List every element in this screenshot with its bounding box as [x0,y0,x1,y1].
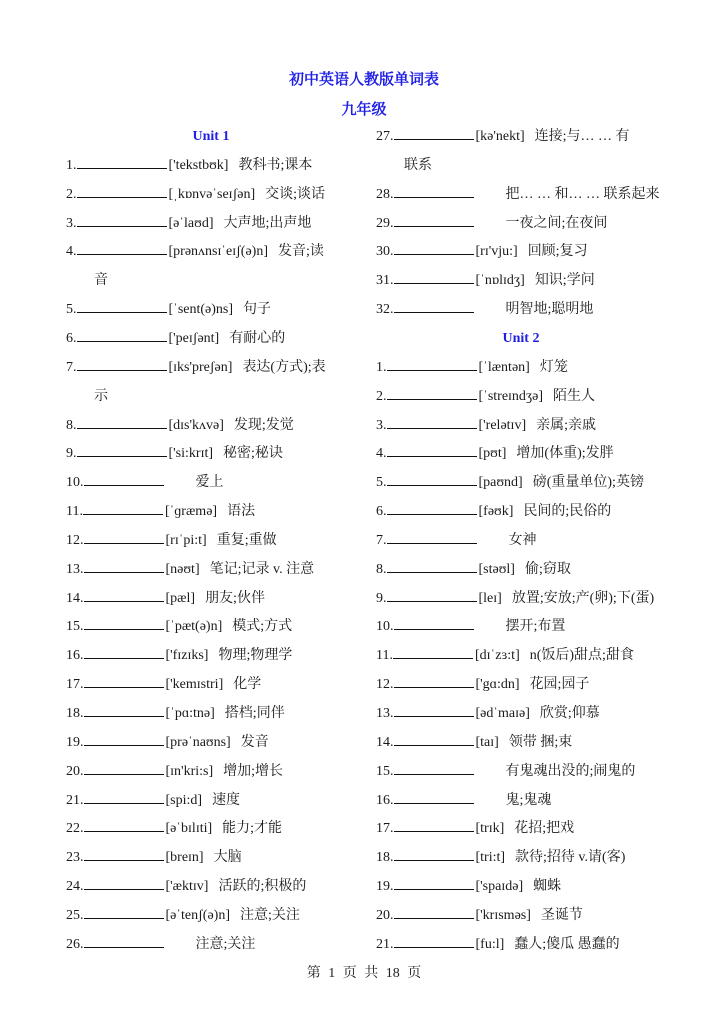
answer-blank[interactable] [393,642,473,659]
phonetic: [ədˈmaɪə] [475,706,530,721]
answer-blank[interactable] [77,412,167,429]
meaning: 磅(重量单位);英镑 [532,475,644,491]
answer-blank[interactable] [387,527,477,544]
meaning: 增加;增长 [223,763,284,779]
answer-blank[interactable] [394,758,474,775]
entry-number: 9. [66,446,77,462]
entry-number: 21. [66,792,84,808]
vocab-entry [376,786,551,815]
answer-blank[interactable] [394,267,474,284]
meaning: 把… … 和… … 联系起来 [505,186,660,202]
entry-number: 6. [66,330,77,346]
entry-number: 21. [376,936,394,952]
answer-blank[interactable] [84,729,164,746]
vocab-entry [376,641,634,670]
answer-blank[interactable] [77,181,167,198]
answer-blank[interactable] [84,613,164,630]
meaning: 朋友;伙伴 [205,590,265,606]
meaning: 速度 [212,792,241,808]
vocab-entry [66,151,312,180]
vocab-entry [376,872,561,901]
entry-number: 29. [376,215,394,231]
answer-blank[interactable] [84,469,164,486]
entry-number: 17. [376,821,394,837]
vocab-entry [66,237,324,266]
answer-blank[interactable] [387,440,477,457]
meaning: 活跃的;积极的 [218,879,307,895]
vocab-entry [376,728,572,757]
meaning: 花招;把戏 [514,821,575,837]
entry-number: 32. [376,302,394,318]
phonetic: ['si:krɪt] [168,446,214,462]
phonetic: ['relətɪv] [478,417,527,433]
meaning: 欣赏;仰慕 [539,706,600,721]
answer-blank[interactable] [394,815,474,832]
phonetic: [dɪs'kʌvə] [168,417,224,433]
entry-number: 31. [376,273,394,289]
phonetic: [pʊt] [478,446,507,462]
answer-blank[interactable] [394,296,474,313]
meaning: 重复;重做 [216,532,277,548]
entry-number: 7. [66,359,77,375]
phonetic: [ˈɡræmə] [164,504,218,520]
answer-blank[interactable] [84,556,164,573]
meaning: 句子 [243,302,272,318]
entry-number: 8. [376,561,387,577]
vocab-entry [376,439,614,468]
answer-blank[interactable] [84,931,164,948]
page-title: 初中英语人教版单词表 [288,72,439,88]
answer-blank[interactable] [394,844,474,861]
meaning: 鬼;鬼魂 [505,792,552,808]
vocab-entry [376,843,625,872]
vocab-entry [66,180,325,209]
phonetic: [əˈtenʃ(ə)n] [165,907,231,923]
meaning: 款待;招待 v.请(客) [515,850,626,866]
vocab-entry [66,901,300,930]
answer-blank[interactable] [387,412,477,429]
meaning: 增加(体重);发胖 [516,446,614,462]
vocab-entry [376,382,595,411]
meaning: 爱上 [195,475,224,491]
vocab-entry [66,930,255,959]
meaning-continuation: 联系 [404,157,432,173]
phonetic: [ˈstreɪndʒə] [478,388,544,404]
vocab-entry [66,555,314,584]
vocab-entry [376,814,574,843]
page-subtitle: 九年级 [341,102,387,118]
vocab-entry [376,670,589,699]
unit-heading: Unit 2 [502,330,540,346]
meaning: 亲属;亲戚 [536,417,596,433]
phonetic: [fəʊk] [478,504,514,520]
vocab-entry [376,699,600,728]
meaning: 物理;物理学 [218,648,293,664]
meaning: 知识;学问 [534,273,595,289]
phonetic: [ˈlæntən] [478,359,530,375]
answer-blank[interactable] [394,238,474,255]
entry-number: 3. [376,417,387,433]
answer-blank[interactable] [84,873,164,890]
vocab-entry [376,180,660,209]
vocab-entry [66,411,294,440]
entry-number: 1. [376,359,387,375]
phonetic: [tri:t] [475,850,506,866]
vocab-entry [66,497,255,526]
phonetic: [leɪ] [478,590,502,606]
entry-number: 24. [66,879,84,895]
answer-blank[interactable] [77,325,167,342]
vocab-entry [66,670,261,699]
entry-number: 16. [66,648,84,664]
vocab-entry [66,526,277,555]
entry-number: 18. [66,706,84,721]
entry-number: 1. [66,157,77,173]
entry-number: 2. [66,186,77,202]
answer-blank[interactable] [84,700,164,717]
meaning: 交谈;谈话 [265,186,326,202]
meaning: 偷;窃取 [524,561,571,577]
vocab-entry [66,641,292,670]
entry-number: 6. [376,504,387,520]
phonetic: [ˈnɒlɪdʒ] [475,273,525,289]
phonetic: ['kemɪstri] [165,677,224,693]
vocab-entry [66,324,285,353]
meaning: 有鬼魂出没的;闹鬼的 [505,763,636,779]
entry-number: 13. [66,561,84,577]
vocab-entry [376,353,568,382]
answer-blank[interactable] [77,354,167,371]
meaning: 大脑 [213,850,242,866]
answer-blank[interactable] [387,383,477,400]
answer-blank[interactable] [394,931,474,948]
answer-blank[interactable] [84,527,164,544]
vocab-entry [66,209,311,238]
meaning: 化学 [233,677,262,693]
unit-heading: Unit 1 [192,129,230,144]
entry-number: 25. [66,907,84,923]
phonetic: [ɪks'preʃən] [168,359,233,375]
vocab-entry [376,237,588,266]
entry-number: 11. [66,504,83,520]
phonetic: [prəˈnaʊns] [165,734,231,750]
phonetic: ['spaɪdə] [475,879,524,895]
phonetic: [ˌkɒnvəˈseɪʃən] [168,186,256,202]
meaning: 蠢人;傻瓜 愚蠢的 [514,936,620,952]
answer-blank[interactable] [84,585,164,602]
entry-number: 27. [376,129,394,144]
entry-number: 20. [66,763,84,779]
meaning: 回顾;复习 [527,244,588,260]
vocab-entry [66,439,283,468]
meaning: 蜘蛛 [533,879,562,895]
answer-blank[interactable] [83,498,163,515]
meaning: 搭档;同伴 [224,706,285,721]
page-footer: 第 1 页 共 18 页 [306,966,422,981]
answer-blank[interactable] [77,238,167,255]
meaning: 能力;才能 [222,821,283,837]
meaning-continuation: 示 [94,388,108,404]
meaning: 放置;安放;产(卵);下(蛋) [511,590,655,606]
phonetic: ['peɪʃənt] [168,330,220,346]
entry-number: 11. [376,648,393,664]
phonetic: [rɪ'vju:] [475,244,518,260]
entry-number: 23. [66,850,84,866]
meaning: 模式;方式 [232,619,293,635]
answer-blank[interactable] [77,440,167,457]
entry-number: 2. [376,388,387,404]
answer-blank[interactable] [387,585,477,602]
vocab-entry [376,901,583,930]
phonetic: [fu:l] [475,936,505,952]
answer-blank[interactable] [84,787,164,804]
vocab-entry [66,612,292,641]
vocab-entry [66,872,306,901]
phonetic: [dɪˈzɜ:t] [474,648,520,664]
vocab-entry [376,266,595,295]
phonetic: ['æktɪv] [165,879,209,895]
vocab-entry [376,295,593,324]
phonetic: ['tekstbʊk] [168,157,229,173]
meaning-continuation: 音 [94,273,108,289]
entry-number: 12. [376,677,394,693]
meaning: 有耐心的 [229,330,286,346]
answer-blank[interactable] [394,700,474,717]
answer-blank[interactable] [84,844,164,861]
answer-blank[interactable] [394,873,474,890]
answer-blank[interactable] [387,469,477,486]
answer-blank[interactable] [84,902,164,919]
phonetic: ['gɑ:dn] [475,677,520,693]
entry-number: 15. [66,619,84,635]
entry-number: 19. [66,734,84,750]
vocab-entry [376,497,611,526]
meaning: 表达(方式);表 [242,359,326,375]
vocab-entry [66,584,265,613]
answer-blank[interactable] [77,296,167,313]
meaning: 发现;发觉 [233,417,294,433]
meaning: 女神 [508,532,537,548]
entry-number: 5. [66,302,77,318]
entry-number: 3. [66,215,77,231]
phonetic: [ˈsent(ə)ns] [168,302,234,318]
answer-blank[interactable] [394,613,474,630]
phonetic: [kə'nekt] [475,129,525,144]
entry-number: 16. [376,792,394,808]
vocab-entry [66,757,283,786]
answer-blank[interactable] [394,787,474,804]
answer-blank[interactable] [77,152,167,169]
meaning: 教科书;课本 [238,157,313,173]
vocab-entry [66,699,285,728]
phonetic: [trɪk] [475,821,505,837]
answer-blank[interactable] [84,815,164,832]
meaning: 陌生人 [553,388,596,404]
vocab-entry [376,757,635,786]
entry-number: 14. [376,734,394,750]
vocab-entry [376,526,537,555]
entry-number: 10. [376,619,394,635]
entry-number: 18. [376,850,394,866]
answer-blank[interactable] [394,729,474,746]
meaning: 笔记;记录 v. 注意 [209,561,315,577]
vocab-entry [376,930,620,959]
phonetic: [pæl] [165,590,196,606]
entry-number: 12. [66,532,84,548]
phonetic: [stəʊl] [478,561,515,577]
phonetic: [nəʊt] [165,561,200,577]
phonetic: [əˈbɪlɪti] [165,821,213,837]
answer-blank[interactable] [387,556,477,573]
meaning: n(饭后)甜点;甜食 [529,648,634,664]
entry-number: 15. [376,763,394,779]
vocab-entry [376,209,607,238]
meaning: 圣诞节 [540,907,583,923]
entry-number: 26. [66,936,84,952]
phonetic: [ɪn'kri:s] [165,763,214,779]
meaning: 民间的;民俗的 [523,504,612,520]
answer-blank[interactable] [394,210,474,227]
meaning: 秘密;秘诀 [223,446,283,462]
entry-number: 30. [376,244,394,260]
vocab-entry [66,814,282,843]
vocab-entry [66,468,224,497]
meaning: 灯笼 [539,359,568,375]
phonetic: ['krɪsməs] [475,907,531,923]
vocab-entry [66,843,242,872]
phonetic: [əˈlaʊd] [168,215,214,231]
vocab-entry [376,584,654,613]
entry-number: 20. [376,907,394,923]
entry-number: 10. [66,475,84,491]
vocab-entry [376,122,630,151]
meaning: 发音 [240,734,269,750]
meaning: 花园;园子 [529,677,590,693]
entry-number: 9. [376,590,387,606]
answer-blank[interactable] [77,210,167,227]
phonetic: [rɪˈpi:t] [165,532,207,548]
entry-number: 4. [66,244,77,260]
meaning: 大声地;出声地 [223,215,312,231]
vocab-entry [66,786,240,815]
answer-blank[interactable] [387,354,477,371]
meaning: 明智地;聪明地 [505,302,594,318]
entry-number: 13. [376,706,394,721]
entry-number: 5. [376,475,387,491]
vocab-entry [376,555,571,584]
meaning: 领带 捆;束 [508,734,573,750]
answer-blank[interactable] [394,181,474,198]
meaning: 连接;与… … 有 [534,129,630,144]
entry-number: 22. [66,821,84,837]
answer-blank[interactable] [84,671,164,688]
phonetic: [breɪn] [165,850,204,866]
vocab-entry [66,728,269,757]
vocab-entry [376,468,644,497]
phonetic: [taɪ] [475,734,499,750]
vocab-entry [376,612,565,641]
answer-blank[interactable] [394,123,474,140]
meaning: 注意;关注 [195,936,256,952]
entry-number: 19. [376,879,394,895]
phonetic: [spi:d] [165,792,203,808]
phonetic: [paʊnd] [478,475,523,491]
meaning: 摆开;布置 [505,619,566,635]
answer-blank[interactable] [84,642,164,659]
meaning: 发音;读 [278,244,324,260]
meaning: 注意;关注 [240,907,300,923]
phonetic: ['fɪzɪks] [165,648,209,664]
answer-blank[interactable] [394,671,474,688]
phonetic: [prənʌnsɪˈeɪʃ(ə)n] [168,244,269,260]
vocab-entry [66,295,271,324]
phonetic: [ˈpæt(ə)n] [165,619,223,635]
vocab-entry [376,411,596,440]
entry-number: 17. [66,677,84,693]
entry-number: 28. [376,186,394,202]
entry-number: 7. [376,532,387,548]
answer-blank[interactable] [387,498,477,515]
entry-number: 14. [66,590,84,606]
meaning: 语法 [227,504,256,520]
entry-number: 8. [66,417,77,433]
entry-number: 4. [376,446,387,462]
meaning: 一夜之间;在夜间 [505,215,608,231]
answer-blank[interactable] [394,902,474,919]
answer-blank[interactable] [84,758,164,775]
vocab-entry [66,353,326,382]
phonetic: [ˈpɑ:tnə] [165,706,215,721]
